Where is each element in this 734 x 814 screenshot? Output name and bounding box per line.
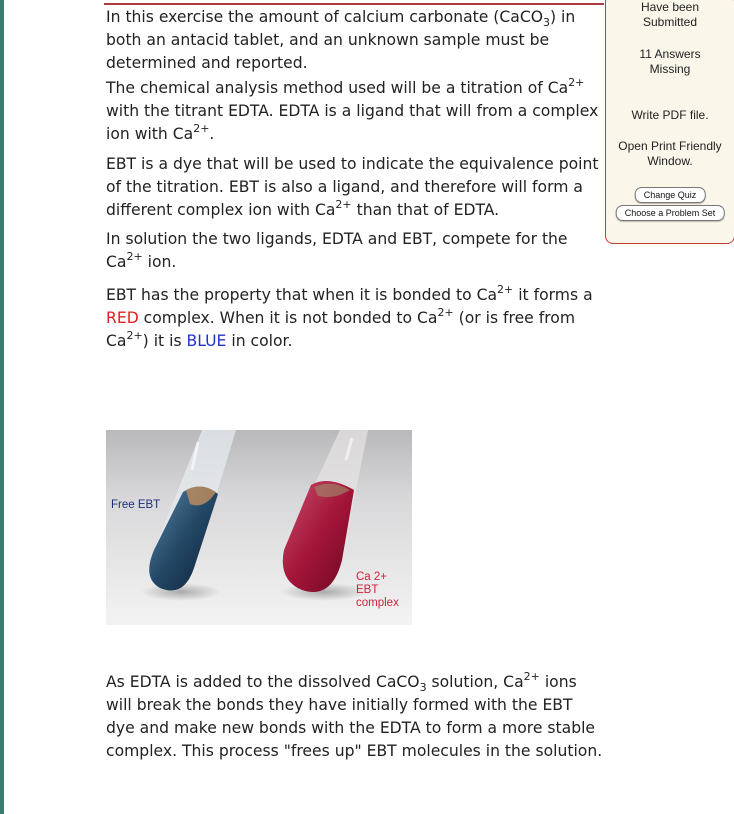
ebt-paragraph: EBT is a dye that will be used to indicate the equivalence point of the titration. EBT is also a ligand, and therefore will form a different complex ion with $Ca^{2+}$ than that of EDTA. (106, 155, 599, 219)
blue-word: BLUE (186, 332, 227, 350)
missing-answers-status: 11 Answers Missing (639, 47, 701, 76)
print-friendly-link[interactable]: Open Print Friendly Window. (618, 139, 722, 168)
change-quiz-button[interactable]: Change Quiz (635, 187, 706, 203)
top-divider (104, 3, 604, 5)
left-accent-bar (0, 0, 4, 814)
submitted-status: Have been Submitted (640, 0, 700, 29)
red-word: RED (106, 309, 139, 327)
method-paragraph: The chemical analysis method used will be a titration of $Ca^{2+}$ with the titrant EDTA. EDTA is a ligand that will from a complex ion with $Ca^{2+}$. (106, 75, 599, 143)
ca-ebt-complex-label: Ca 2+ EBT complex (356, 571, 399, 609)
color-property-paragraph: EBT has the property that when it is bonded to $Ca^{2+}$ it forms a RED complex. When it is not bonded to $Ca^{2+}$ (or is free from $Ca^{2+}$) it is BLUE in color. (106, 282, 593, 350)
free-ebt-label: Free EBT (111, 499, 161, 511)
choose-problem-set-button[interactable]: Choose a Problem Set (616, 205, 725, 221)
quiz-status-panel (605, 0, 734, 244)
test-tubes-photo (106, 430, 412, 625)
compete-paragraph: In solution the two ligands, EDTA and EBT, compete for the $Ca^{2+}$ ion. (106, 230, 568, 271)
write-pdf-link[interactable]: Write PDF file. (631, 108, 709, 122)
intro-paragraph: In this exercise the amount of calcium carbonate (CaCO$_3$) in both an antacid tablet, and an unknown sample must be determined and reported. (106, 8, 576, 72)
edta-process-paragraph: As EDTA is added to the dissolved CaCO$_3$ solution, $Ca^{2+}$ ions will break the bonds they have initially formed with the EBT dye and make new bonds with the EDTA to form a more stable complex. This process "frees up" EBT molecules in the solution. (106, 669, 603, 760)
